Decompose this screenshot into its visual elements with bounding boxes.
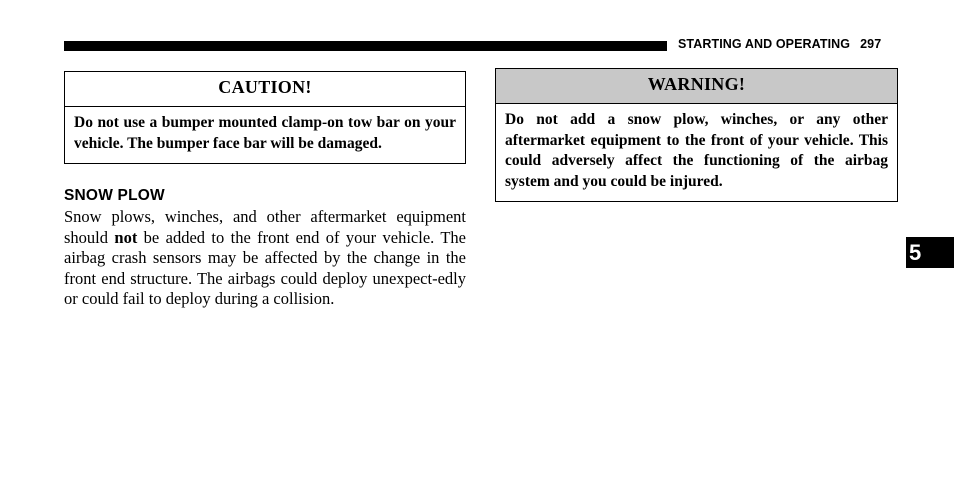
running-header — [678, 37, 881, 51]
page-number: 297 — [860, 37, 882, 51]
chapter-tab: 5 — [906, 237, 954, 268]
caution-body: Do not use a bumper mounted clamp-on tow bar on your vehicle. The bumper face bar will be damaged. — [74, 114, 456, 152]
body-text-end: be added to the front end of your vehicle. The airbag crash sensors may be affected by the change in the front end structure. The airbags could deploy unexpect-edly or could fail to deploy during a collision. — [64, 227, 467, 308]
section-body — [64, 207, 466, 310]
header-rule — [64, 41, 667, 51]
section-heading: SNOW PLOW — [64, 187, 165, 204]
body-text-start: Snow plows, winches, and other aftermarket equipment should — [64, 207, 466, 247]
warning-box — [495, 68, 898, 202]
caution-title: CAUTION! — [65, 72, 465, 107]
section-title: STARTING AND OPERATING — [678, 37, 851, 51]
warning-title: WARNING! — [496, 69, 897, 104]
warning-body: Do not add a snow plow, winches, or any other aftermarket equipment to the front of your vehicle. This could adversely affect the functioning of the airbag system and you could be injured. — [505, 111, 888, 190]
caution-box — [64, 71, 466, 164]
body-emphasis: not — [114, 227, 138, 247]
